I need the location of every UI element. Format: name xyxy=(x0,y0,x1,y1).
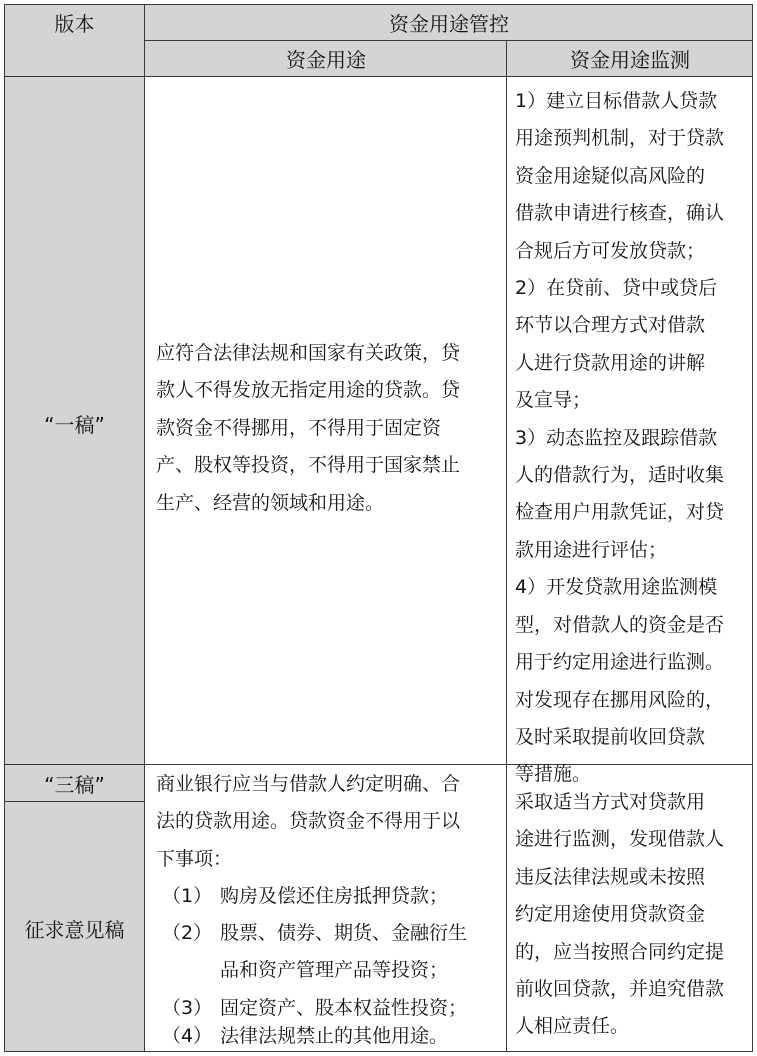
text-line: 资金用途疑似高风险的 xyxy=(515,164,706,187)
text-line: 违反法律法规或未按照 xyxy=(515,865,706,888)
text-line: 及时采取提前收回贷款 xyxy=(515,725,706,748)
text-line: 3）动态监控及跟踪借款 xyxy=(515,426,718,449)
text-line: 产、股权等投资，不得用于国家禁止 xyxy=(156,454,461,477)
text-line: 借款申请进行核查，确认 xyxy=(515,202,725,225)
text-line: 约定用途使用贷款资金 xyxy=(515,903,706,926)
text-line: 款人不得发放无指定用途的贷款。贷 xyxy=(156,379,461,402)
row-label-first-draft: “一稿” xyxy=(44,413,105,437)
table-border-left xyxy=(4,4,5,1052)
text-line: 人的借款行为，适时收集 xyxy=(515,464,725,487)
usage-item-text: 股票、债券、期货、金融衍生 xyxy=(220,922,468,944)
header-version: 版本 xyxy=(54,12,95,36)
text-line: 下事项： xyxy=(156,847,233,870)
header-bottom-border xyxy=(4,76,753,77)
usage-item-1 xyxy=(162,878,502,916)
version-column-divider xyxy=(144,4,145,1052)
text-line: 商业银行应当与借款人约定明确、合 xyxy=(156,773,461,795)
text-line: 合规后方可发放贷款； xyxy=(515,239,706,262)
text-line: 应符合法律法规和国家有关政策，贷 xyxy=(156,342,461,364)
first-draft-monitoring-text xyxy=(515,83,749,794)
text-line: 采取适当方式对贷款用 xyxy=(515,791,706,813)
shared-monitoring-text xyxy=(515,784,749,1046)
text-line: 检查用户用款凭证，对贷 xyxy=(515,501,725,524)
usage-item-text: 购房及偿还住房抵押贷款； xyxy=(220,885,449,907)
text-line: 的，应当按照合同约定提 xyxy=(515,940,725,963)
row-label-consultation-draft: 征求意见稿 xyxy=(24,918,125,942)
text-line: 款资金不得挪用，不得用于固定资 xyxy=(156,416,442,439)
usage-column-divider xyxy=(506,40,507,1052)
text-line: 前收回贷款，并追究借款 xyxy=(515,978,725,1001)
text-line: 及宣导； xyxy=(515,389,592,412)
text-line: 型，对借款人的资金是否 xyxy=(515,613,725,636)
usage-item-number: （3） xyxy=(162,997,213,1019)
first-draft-usage-text xyxy=(156,335,501,522)
text-line: 对发现存在挪用风险的， xyxy=(515,688,725,711)
text-line: 等措施。 xyxy=(515,763,592,786)
usage-item-4 xyxy=(162,1018,502,1052)
usage-item-number: （1） xyxy=(162,885,213,907)
usage-item-number: （4） xyxy=(162,1025,213,1047)
text-line: 人相应责任。 xyxy=(515,1015,630,1038)
text-line: 用途预判机制，对于贷款 xyxy=(515,127,725,150)
text-line: 环节以合理方式对借款 xyxy=(515,314,706,337)
usage-item-text-cont: 品和资产管理产品等投资； xyxy=(220,959,449,982)
text-line: 途进行监测，发现借款人 xyxy=(515,828,725,851)
text-line: 法的贷款用途。贷款资金不得用于以 xyxy=(156,810,461,833)
header-usage: 资金用途 xyxy=(286,48,366,72)
usage-item-2 xyxy=(162,915,502,991)
text-line: 生产、经营的领域和用途。 xyxy=(156,491,385,514)
text-line: 款用途进行评估； xyxy=(515,538,668,561)
usage-item-number: （2） xyxy=(162,922,213,944)
text-line: 4）开发贷款用途监测模 xyxy=(515,576,718,599)
text-line: 用于约定用途进行监测。 xyxy=(515,651,725,674)
usage-item-text: 法律法规禁止的其他用途。 xyxy=(220,1025,449,1047)
header-monitoring: 资金用途监测 xyxy=(570,48,690,72)
text-line: 1）建立目标借款人贷款 xyxy=(515,90,718,112)
table-border-right xyxy=(752,4,753,1052)
shared-usage-intro xyxy=(156,766,501,878)
text-line: 人进行贷款用途的讲解 xyxy=(515,351,706,374)
header-control: 资金用途管控 xyxy=(389,12,509,36)
usage-item-text: 固定资产、股本权益性投资； xyxy=(220,997,468,1019)
row-label-third-draft: “三稿” xyxy=(44,773,105,797)
text-line: 2）在贷前、贷中或贷后 xyxy=(515,277,718,300)
